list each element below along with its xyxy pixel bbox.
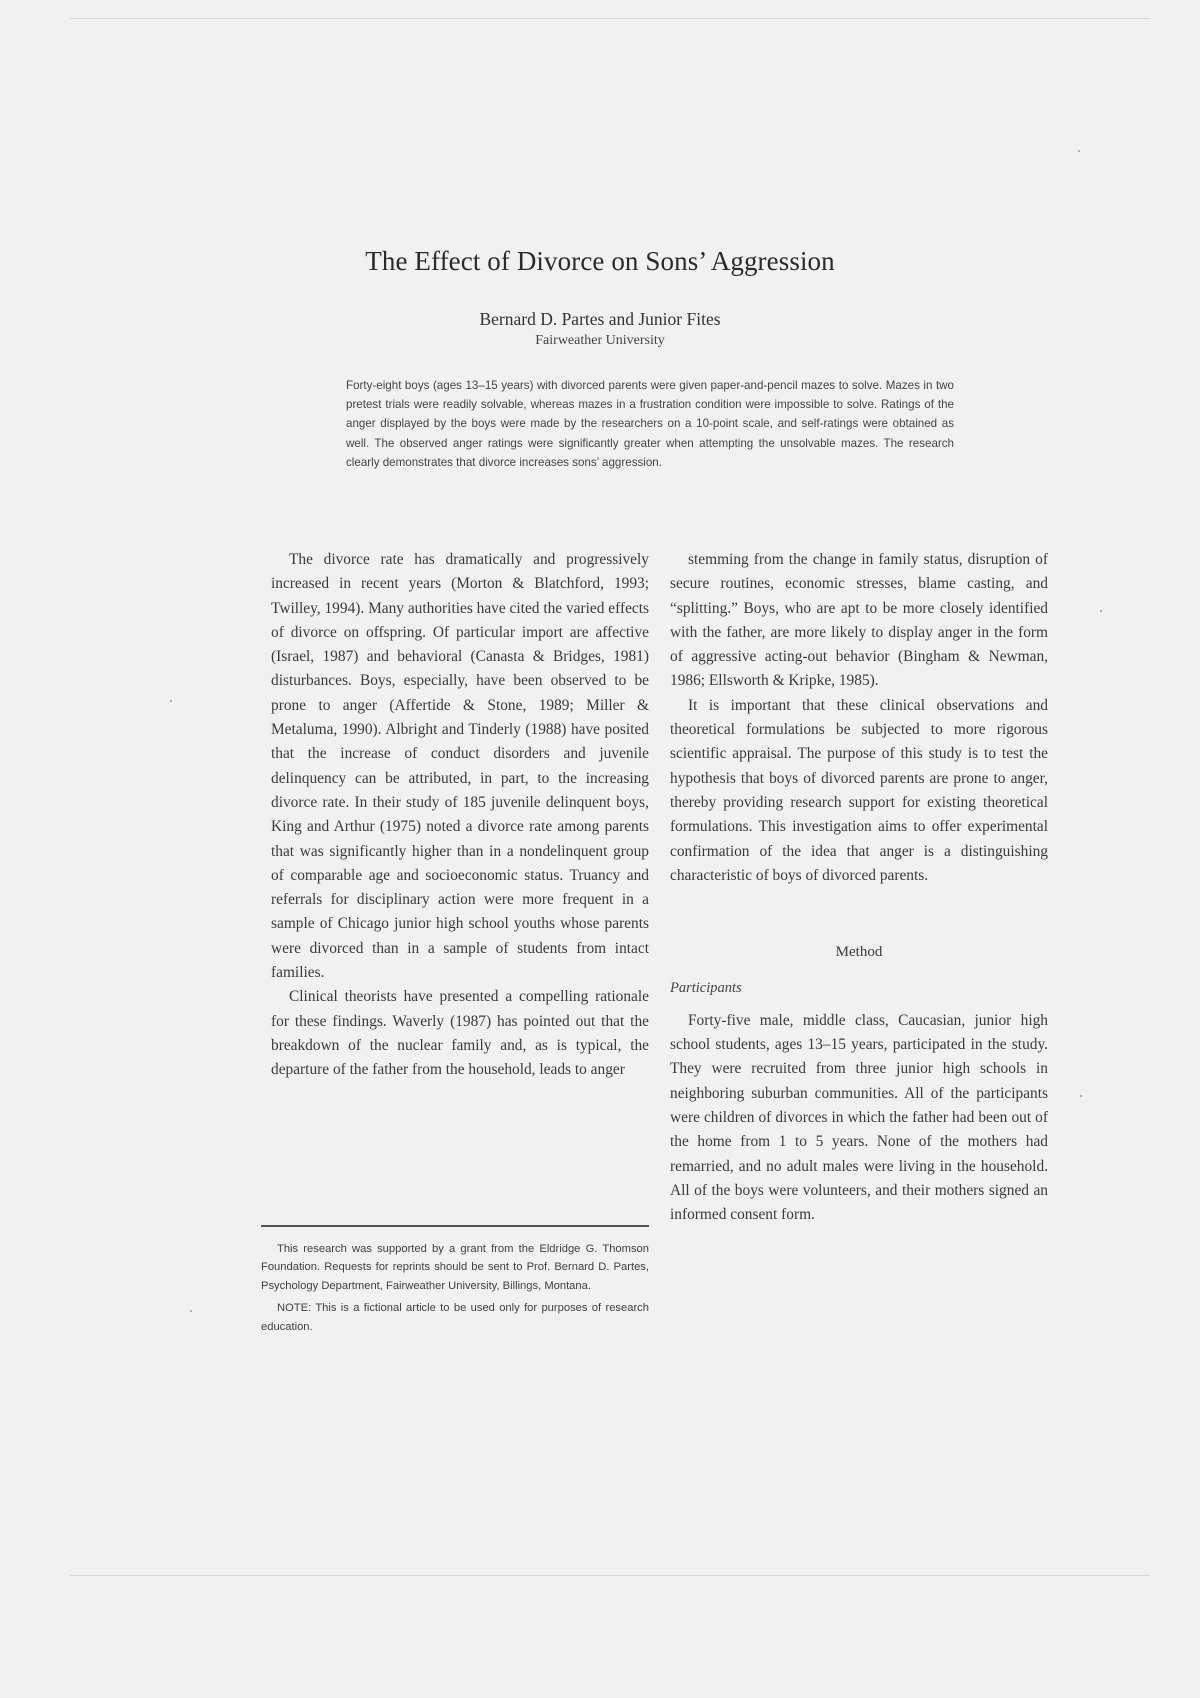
paper-authors: Bernard D. Partes and Junior Fites	[479, 309, 721, 329]
participants-heading: Participants	[670, 980, 742, 997]
scan-artifact-bottom	[70, 1575, 1150, 1576]
scan-speck	[170, 700, 172, 702]
scan-speck	[1078, 150, 1080, 152]
right-column	[670, 548, 1048, 1227]
scan-artifact-top	[70, 18, 1150, 19]
intro-paragraph-3: stemming from the change in family status, disruption of secure routines, economic stresses, blame casting, and “splitting.” Boys, who are apt to be more closely identified with the father, are more likely to display anger in the form of aggressive acting-out behavior (Bingham & Newman, 1986; Ellsworth & Kripke, 1985).	[670, 551, 1048, 690]
scan-speck	[1080, 1095, 1082, 1097]
intro-paragraph-1: The divorce rate has dramatically and progressively increased in recent years (Morton & Blatchford, 1993; Twilley, 1994). Many authorities have cited the varied effects of divorce on offspring. Of particular import are affective (Israel, 1987) and behavioral (Canasta & Bridges, 1981) disturbances. Boys, especially, have been observed to be prone to anger (Affertide & Stone, 1989; Miller & Metaluma, 1990). Albright and Tinderly (1988) have posited that the increase of conduct disorders and juvenile delinquency can be attributed, in part, to the increasing divorce rate. In their study of 185 juvenile delinquent boys, King and Arthur (1975) noted a divorce rate among parents that was significantly higher than in a nondelinquent group of comparable age and socioeconomic status. Truancy and referrals for disciplinary action were more frequent in a sample of Chicago junior high school youths whose parents were divorced than in a sample of students from intact families.	[271, 551, 650, 982]
footnote-divider	[261, 1225, 649, 1227]
intro-paragraph-4: It is important that these clinical observations and theoretical formulations be subjected to more rigorous scientific appraisal. The purpose of this study is to test the hypothesis that boys of divorced parents are prone to anger, thereby providing research support for existing theoretical formulations. This investigation aims to offer experimental confirmation of the idea that anger is a distinguishing characteristic of boys of divorced parents.	[670, 696, 1048, 884]
paper-affiliation: Fairweather University	[535, 333, 665, 348]
method-heading: Method	[835, 944, 883, 961]
footnote-funding: This research was supported by a grant from the Eldridge G. Thomson Foundation. Requests for reprints should be sent to Prof. Bernard D. Partes, Psychology Department, Fairweather University, Billings, Montana.	[261, 1243, 649, 1292]
paper-title: The Effect of Divorce on Sons’ Aggression	[365, 246, 835, 276]
scan-speck	[190, 1310, 192, 1312]
footnotes	[261, 1240, 649, 1340]
intro-paragraph-2: Clinical theorists have presented a compelling rationale for these findings. Waverly (1987) has pointed out that the breakdown of the nuclear family and, as is typical, the departure of the father from the household, leads to anger	[271, 988, 649, 1079]
participants-paragraph: Forty-five male, middle class, Caucasian, junior high school students, ages 13–15 years, participated in the study. They were recruited from three junior high schools in neighboring suburban communities. All of the participants were children of divorces in which the father had been out of the home from 1 to 5 years. None of the mothers had remarried, and no adult males were living in the household. All of the boys were volunteers, and their mothers signed an informed consent form.	[670, 1011, 1048, 1224]
scan-speck	[1100, 610, 1102, 612]
paper-abstract: Forty-eight boys (ages 13–15 years) with divorced parents were given paper-and-pencil mazes to solve. Mazes in two pretest trials were readily solvable, whereas mazes in a frustration condition were impossible to solve. Ratings of the anger displayed by the boys were made by the researchers on a 10-point scale, and self-ratings were obtained as well. The observed anger ratings were significantly greater when attempting the unsolvable mazes. The research clearly demonstrates that divorce increases sons’ aggression.	[346, 379, 954, 469]
footnote-note: NOTE: This is a fictional article to be used only for purposes of research education.	[261, 1302, 649, 1333]
left-column	[271, 548, 649, 1083]
